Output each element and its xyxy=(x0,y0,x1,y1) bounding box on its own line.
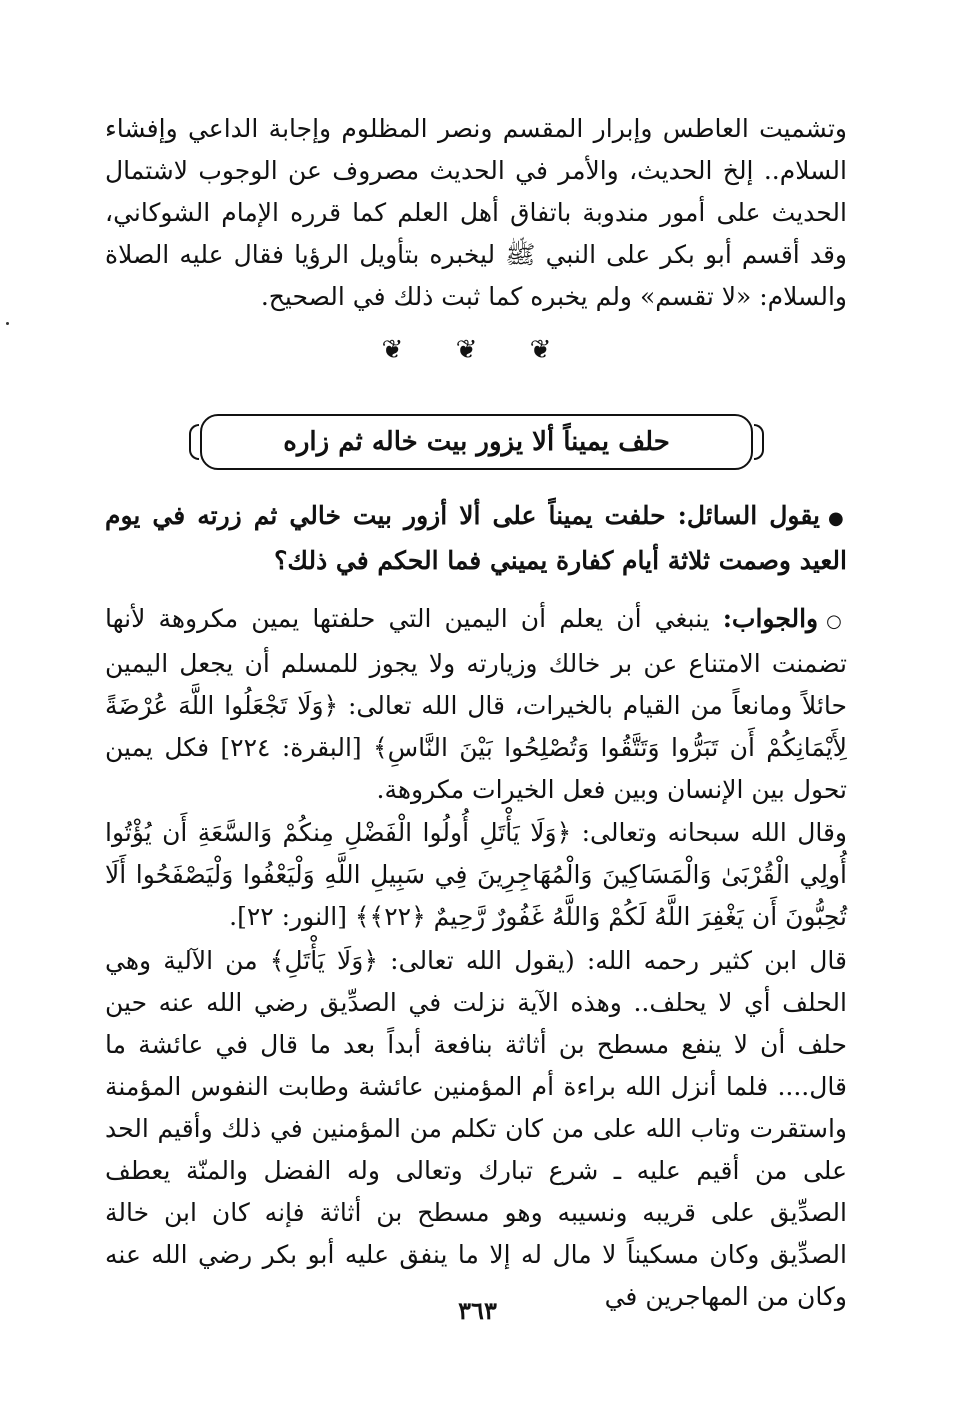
page-number: ٣٦٣ xyxy=(458,1296,497,1325)
section-title-box xyxy=(200,414,753,470)
circle-marker-icon: ○ xyxy=(826,611,847,632)
answer-paragraph xyxy=(105,598,847,811)
quran-paragraph xyxy=(105,812,847,938)
section-title: حلف يميناً ألا يزور بيت خاله ثم زاره xyxy=(283,427,670,457)
tafsir-paragraph-text: قال ابن كثير رحمه الله: (يقول الله تعالى: ﴿وَلَا يَأْتَلِ﴾ من الآلية وهي الحلف أي لا يحلف.. وهذه الآية نزلت في الصدِّيق رضي الله عنه حين حلف أن لا ينفع مسطح بن أثاثة بنافعة أبداً بعد ما قال في عائشة ما قال.... فلما أنزل الله براءة أم المؤمنين عائشة وطابت النفوس المؤمنة واستقرت وتاب الله على من كان تكلم من المؤمنين في ذلك وأقيم الحد على من أقيم عليه ـ شرع تبارك وتعالى وله الفضل والمنّة يعطف الصدِّيق على قريبه ونسيبه وهو مسطح بن أثاثة فإنه كان ابن خالة الصدِّيق وكان مسكيناً لا مال له إلا ما ينفق عليه أبو بكر رضي الله عنه وكان من المهاجرين في xyxy=(105,946,847,1311)
bullet-icon: ● xyxy=(827,508,847,529)
question-paragraph xyxy=(105,495,847,582)
section-divider-ornament: ❦ ❦ ❦ xyxy=(381,335,574,365)
answer-label: والجواب: xyxy=(722,604,819,633)
answer-text: ينبغي أن يعلم أن اليمين التي حلفتها يمين مكروهة لأنها تضمنت الامتناع عن بر خالك وزيارته ولا يجوز للمسلم أن يجعل اليمين حائلاً ومانعاً من القيام بالخيرات، قال الله تعالى: ﴿وَلَا تَجْعَلُوا اللَّهَ عُرْضَةً لِأَيْمَانِكُمْ أَن تَبَرُّوا وَتَتَّقُوا وَتُصْلِحُوا بَيْنَ النَّاسِ﴾ [البقرة: ٢٢٤] فكل يمين تحول بين الإنسان وبين فعل الخيرات مكروهة. xyxy=(105,604,848,804)
question-text: حلفت يميناً على ألا أزور بيت خالي ثم زرته في يوم العيد وصمت ثلاثة أيام كفارة يميني فما الحكم في ذلك؟ xyxy=(105,501,847,575)
margin-dot xyxy=(6,322,9,325)
answer-body xyxy=(105,598,847,811)
quran-paragraph-text: وقال الله سبحانه وتعالى: ﴿وَلَا يَأْتَلِ أُولُوا الْفَضْلِ مِنكُمْ وَالسَّعَةِ أَن يُؤْتُوا أُولِي الْقُرْبَىٰ وَالْمَسَاكِينَ وَالْمُهَاجِرِينَ فِي سَبِيلِ اللَّهِ وَلْيَعْفُوا وَلْيَصْفَحُوا أَلَا تُحِبُّونَ أَن يَغْفِرَ اللَّهُ لَكُمْ وَاللَّهُ غَفُورٌ رَّحِيمٌ ﴿٢٢﴾﴾ [النور: ٢٢]. xyxy=(105,818,847,931)
question-label: يقول السائل: xyxy=(677,501,820,530)
intro-text: وتشميت العاطس وإبرار المقسم ونصر المظلوم وإجابة الداعي وإفشاء السلام.. إلخ الحديث، والأمر في الحديث مصروف عن الوجوب لاشتمال الحديث على أمور مندوبة باتفاق أهل العلم كما قرره الإمام الشوكاني، وقد أقسم أبو بكر على النبي ﷺ ليخبره بتأويل الرؤيا فقال عليه الصلاة والسلام: «لا تقسم» ولم يخبره كما ثبت ذلك في الصحيح. xyxy=(105,114,847,311)
tafsir-paragraph xyxy=(105,940,847,1318)
intro-paragraph xyxy=(105,108,847,318)
